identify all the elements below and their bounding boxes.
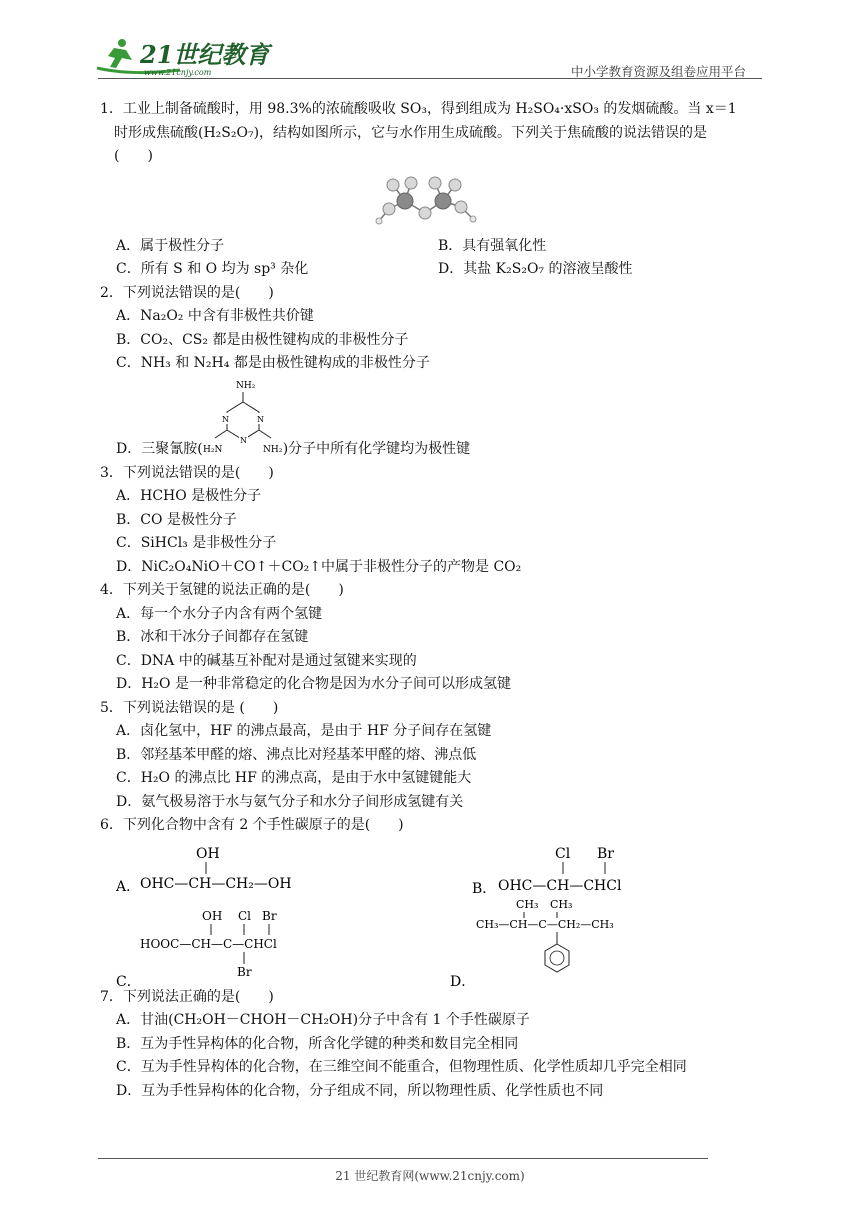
site-logo (92, 34, 270, 80)
q6-c-cl: Cl (238, 908, 252, 923)
ball-stick-model-icon (375, 171, 485, 229)
melamine-h2n: H₂N (202, 444, 223, 455)
q6-option-c-label: C． (116, 973, 141, 990)
q1-option-c: C．所有 S 和 O 均为 sp³ 杂化 (116, 261, 309, 277)
q7-option-c: C．互为手性异构体的化合物，在三维空间不能重合，但物理性质、化学性质却几乎完全相同 (116, 1059, 687, 1075)
melamine-nh2-right: NH₂ (262, 444, 283, 455)
q3-option-c: C．SiHCl₃ 是非极性分子 (116, 535, 277, 551)
q6-row-ab (100, 838, 760, 908)
q5-option-a: A．卤化氢中，HF 的沸点最高，是由于 HF 分子间存在氢键 (116, 723, 492, 739)
q2-option-c: C．NH₃ 和 N₂H₄ 都是由极性键构成的非极性分子 (116, 355, 430, 371)
q6-stem: 6．下列化合物中含有 2 个手性碳原子的是( ) (100, 817, 404, 833)
q7-option-b: B．互为手性异构体的化合物，所含化学键的种类和数目完全相同 (116, 1035, 519, 1052)
q5-stem: 5．下列说法错误的是 ( ) (100, 699, 279, 716)
melamine-nh2-top: NH₂ (235, 380, 256, 391)
q5-option-d: D．氨气极易溶于水与氨气分子和水分子间形成氢键有关 (116, 793, 464, 810)
q4-stem: 4．下列关于氢键的说法正确的是( ) (100, 582, 344, 598)
question-5 (100, 697, 760, 815)
benzene-ring-icon (545, 944, 569, 972)
q3-option-b: B．CO 是极性分子 (116, 511, 237, 528)
q2-option-d-suffix: )分子中所有化学键均为极性键 (282, 441, 471, 457)
q2-option-b: B．CO₂、CS₂ 都是由极性键构成的非极性分子 (116, 331, 409, 348)
q6-option-a-label: A． (116, 878, 141, 895)
q6-option-d-label: D． (450, 973, 476, 990)
logo-url-text: www.21cnjy.com (144, 68, 212, 77)
q7-option-a: A．甘油(CH₂OH－CHOH－CH₂OH)分子中含有 1 个手性碳原子 (116, 1012, 530, 1028)
q1-stem-line3: ( ) (114, 148, 153, 164)
question-7 (100, 986, 760, 1104)
melamine-n-right: N (256, 414, 264, 424)
footer-text: 21 世纪教育网(www.21cnjy.com) (335, 1169, 525, 1183)
q4-option-c: C．DNA 中的碱基互补配对是通过氢键来实现的 (116, 652, 417, 669)
q6-option-b-label: B． (472, 880, 497, 897)
q6-c-oh: OH (202, 908, 223, 923)
q1-stem-line1: 1．工业上制备硫酸时，用 98.3%的浓硫酸吸收 SO₃，得到组成为 H₂SO₄·xSO₃ 的发烟硫酸。当 x＝1 (100, 101, 737, 117)
q2-option-d (100, 376, 760, 462)
q6-row-cd (100, 897, 760, 990)
melamine-structure (203, 376, 283, 462)
question-1 (100, 98, 760, 282)
question-6 (100, 814, 760, 990)
question-3 (100, 462, 760, 580)
q5-option-b: B．邻羟基苯甲醛的熔、沸点比对羟基苯甲醛的熔、沸点低 (116, 746, 477, 763)
q5-option-c: C．H₂O 的沸点比 HF 的沸点高，是由于水中氢键键能大 (116, 770, 472, 786)
q2-option-d-prefix: D．三聚氰胺( (116, 441, 203, 457)
q6-c-formula: HOOC—CH—C—CHCl (140, 936, 277, 951)
q6-a-oh: OH (196, 845, 220, 862)
q2-stem: 2．下列说法错误的是( ) (100, 284, 274, 301)
q3-option-a: A．HCHO 是极性分子 (116, 488, 262, 504)
header-divider (98, 78, 762, 79)
q1-option-a: A．属于极性分子 (116, 237, 225, 254)
q4-option-d: D．H₂O 是一种非常稳定的化合物是因为水分子间可以形成氢键 (116, 676, 511, 692)
q6-d-ch3-a: CH₃ (516, 897, 539, 911)
q2-option-a: A．Na₂O₂ 中含有非极性共价键 (116, 308, 314, 324)
q1-option-b: B．具有强氧化性 (438, 237, 547, 254)
q6-d-formula: CH₃—CH—C—CH₂—CH₃ (476, 917, 614, 931)
q1-stem-line2: 时形成焦硫酸(H₂S₂O₇)，结构如图所示，它与水作用生成硫酸。下列关于焦硫酸的说法错误的是 (114, 124, 708, 141)
question-4 (100, 579, 760, 697)
q7-stem: 7．下列说法正确的是( ) (100, 988, 274, 1005)
q7-option-d: D．互为手性异构体的化合物，分子组成不同，所以物理性质、化学性质也不同 (116, 1082, 604, 1099)
question-2 (100, 282, 760, 462)
melamine-n-bottom: N (239, 435, 247, 445)
header-platform-name: 中小学教育资源及组卷应用平台 (571, 64, 747, 79)
q4-option-b: B．冰和干冰分子间都存在氢键 (116, 629, 309, 645)
q3-option-d: D．NiC₂O₄NiO＋CO↑＋CO₂↑中属于非极性分子的产物是 CO₂ (116, 558, 522, 575)
pyrosulfuric-acid-model (100, 171, 760, 229)
q6-a-formula: OHC—CH—CH₂—OH (140, 875, 292, 892)
melamine-n-left: N (221, 414, 229, 424)
q4-option-a: A．每一个水分子内含有两个氢键 (116, 605, 323, 622)
footer-divider (98, 1158, 708, 1159)
question-list (100, 98, 760, 1103)
q6-c-br-top: Br (262, 908, 277, 923)
q6-b-formula: OHC—CH—CHCl (498, 877, 622, 894)
logo-text: 21世纪教育 (140, 40, 270, 69)
q1-option-d: D．其盐 K₂S₂O₇ 的溶液呈酸性 (438, 261, 633, 277)
q6-b-cl: Cl (555, 845, 571, 862)
q6-b-br: Br (597, 845, 614, 862)
q6-c-br-bottom: Br (237, 964, 252, 979)
q6-d-ch3-b: CH₃ (550, 897, 573, 911)
q3-stem: 3．下列说法错误的是( ) (100, 464, 274, 481)
